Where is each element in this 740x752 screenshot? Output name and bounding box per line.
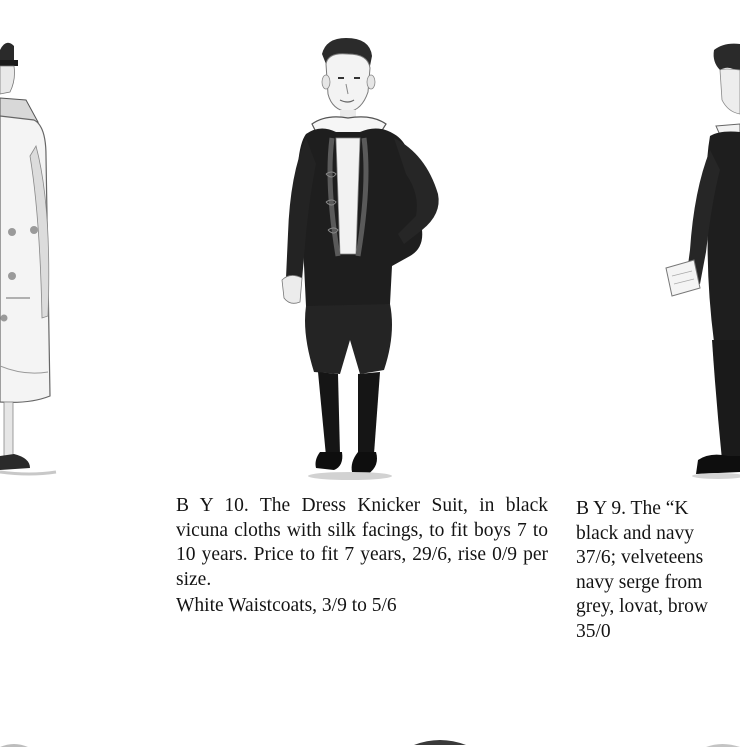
right-text-line: navy serge from <box>576 571 703 593</box>
right-description-column <box>576 497 740 644</box>
next-illustration-fragment <box>410 732 470 750</box>
boy-in-suit-illustration <box>650 40 740 480</box>
top-caption-fragment <box>175 0 555 4</box>
left-text-line <box>0 568 160 593</box>
right-text-line: grey, lovat, brow <box>576 596 708 617</box>
boy-in-overcoat-illustration <box>0 36 70 476</box>
left-text-line <box>0 543 160 568</box>
left-text-line <box>0 519 160 544</box>
right-text-line: 35/0 <box>576 620 611 642</box>
right-text-line: black and navy <box>576 522 695 544</box>
right-text-line: 37/6; velveteens <box>576 547 704 568</box>
right-text-line: B Y 9. The “K <box>576 498 689 519</box>
center-description-column <box>176 494 548 619</box>
left-text-line <box>0 592 160 617</box>
left-description-column <box>0 494 160 617</box>
white-waistcoats-price: White Waistcoats, 3/9 to 5/6 <box>176 595 397 616</box>
next-illustration-fragment <box>706 734 740 752</box>
dress-knicker-suit-description: B Y 10. The Dress Knicker Suit, in black vicuna cloths with silk facings, to fit boys 7 to 10 years. Price to fit 7 years, 29/6, rise 0/9 per size. <box>176 495 548 590</box>
cut-text-fragment <box>175 0 555 4</box>
left-text-line <box>0 494 160 519</box>
boy-in-dress-knicker-suit-illustration <box>276 34 456 484</box>
next-illustration-fragment <box>0 734 30 752</box>
